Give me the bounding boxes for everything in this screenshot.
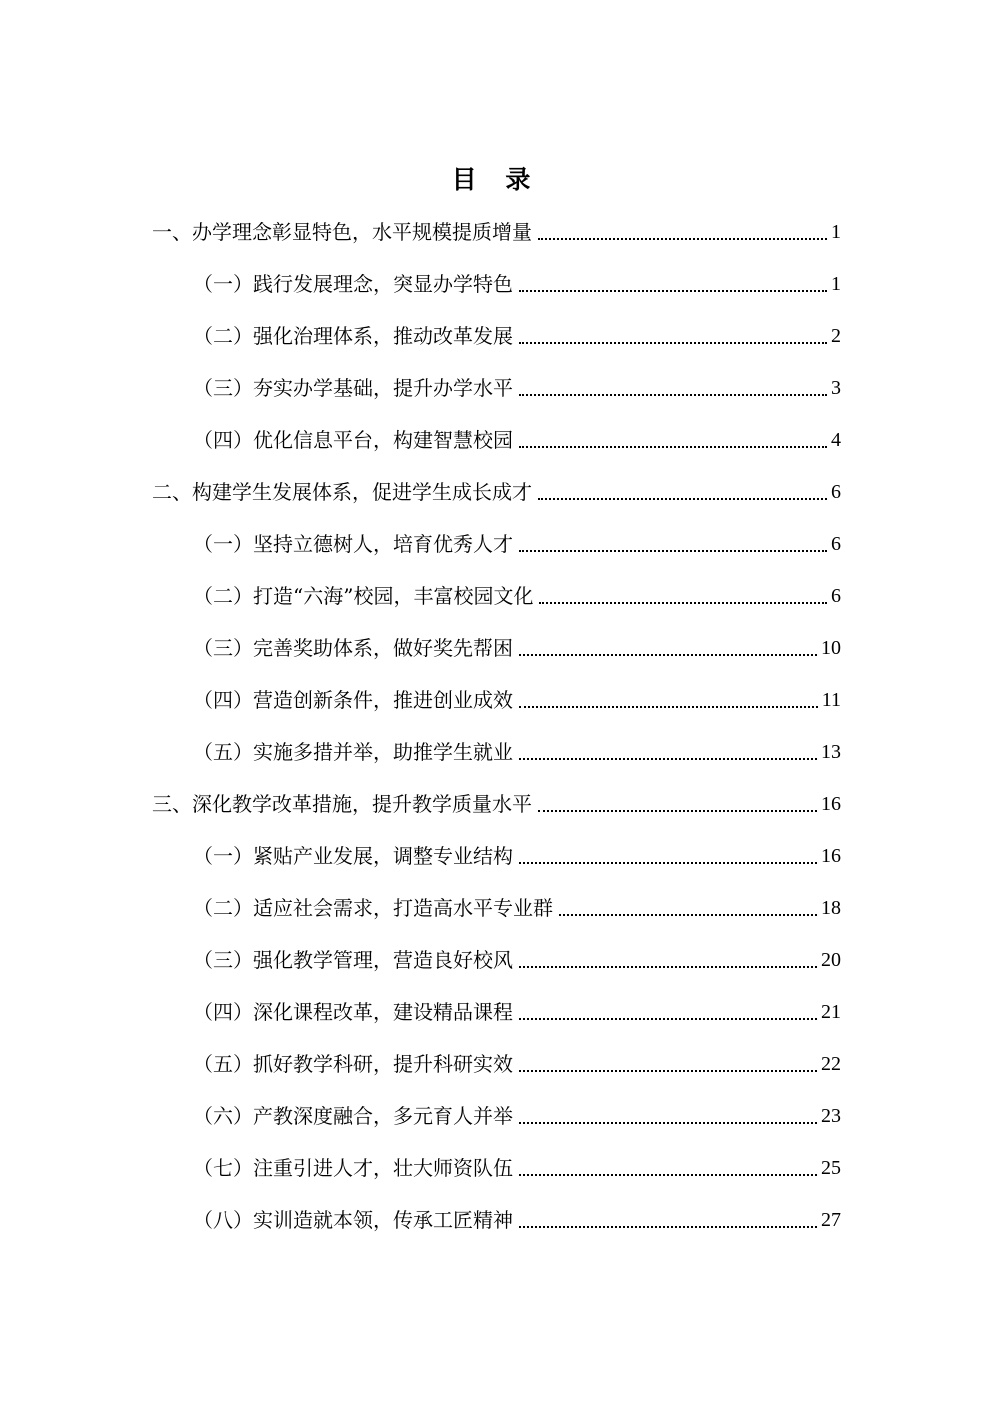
toc-page-number: 10 xyxy=(821,637,841,659)
toc-subsection-entry[interactable] xyxy=(193,1194,841,1246)
toc-dot-leader xyxy=(519,654,817,656)
toc-entry-label: （一）践行发展理念，突显办学特色 xyxy=(193,272,513,296)
toc-page-number: 2 xyxy=(831,325,841,347)
toc-dot-leader xyxy=(538,238,827,240)
toc-page-number: 16 xyxy=(821,793,841,815)
toc-dot-leader xyxy=(519,966,817,968)
toc-subsection-entry[interactable] xyxy=(193,362,841,414)
toc-subsection-entry[interactable] xyxy=(193,570,841,622)
toc-subsection-entry[interactable] xyxy=(193,622,841,674)
toc-dot-leader xyxy=(519,1070,817,1072)
toc-page-number: 6 xyxy=(831,585,841,607)
toc-entry-label: （三）夯实办学基础，提升办学水平 xyxy=(193,376,513,400)
toc-entry-label: （五）实施多措并举，助推学生就业 xyxy=(193,740,513,764)
toc-subsection-entry[interactable] xyxy=(193,1090,841,1142)
toc-subsection-entry[interactable] xyxy=(193,882,841,934)
toc-dot-leader xyxy=(538,498,827,500)
toc-page-number: 20 xyxy=(821,949,841,971)
toc-dot-leader xyxy=(519,550,827,552)
toc-page-number: 1 xyxy=(831,273,841,295)
toc-dot-leader xyxy=(519,862,817,864)
toc-subsection-entry[interactable] xyxy=(193,518,841,570)
toc-dot-leader xyxy=(519,290,827,292)
toc-entry-label: 三、深化教学改革措施，提升教学质量水平 xyxy=(152,792,532,816)
toc-section-entry[interactable] xyxy=(152,206,841,258)
toc-entry-label: （二）打造“六海”校园，丰富校园文化 xyxy=(193,584,534,608)
toc-page-number: 4 xyxy=(831,429,841,451)
toc-page-number: 21 xyxy=(821,1001,841,1023)
toc-page-number: 3 xyxy=(831,377,841,399)
toc-subsection-entry[interactable] xyxy=(193,986,841,1038)
toc-page-number: 6 xyxy=(831,533,841,555)
toc-dot-leader xyxy=(538,810,817,812)
toc-subsection-entry[interactable] xyxy=(193,1142,841,1194)
toc-dot-leader xyxy=(519,1174,817,1176)
toc-entry-label: 一、办学理念彰显特色，水平规模提质增量 xyxy=(152,220,532,244)
toc-entry-label: （三）强化教学管理，营造良好校风 xyxy=(193,948,513,972)
toc-entry-label: （一）坚持立德树人，培育优秀人才 xyxy=(193,532,513,556)
toc-entry-label: （四）优化信息平台，构建智慧校园 xyxy=(193,428,513,452)
toc-title: 目 录 xyxy=(451,165,541,194)
toc-dot-leader xyxy=(519,446,827,448)
toc-dot-leader xyxy=(519,1122,817,1124)
toc-dot-leader xyxy=(519,1226,817,1228)
toc-page-number: 25 xyxy=(821,1157,841,1179)
toc-page-number: 13 xyxy=(821,741,841,763)
toc-entry-label: （三）完善奖助体系，做好奖先帮困 xyxy=(193,636,513,660)
toc-subsection-entry[interactable] xyxy=(193,674,841,726)
toc-entry-label: （七）注重引进人才，壮大师资队伍 xyxy=(193,1156,513,1180)
toc-subsection-entry[interactable] xyxy=(193,310,841,362)
toc-page-number: 1 xyxy=(831,221,841,243)
toc-subsection-entry[interactable] xyxy=(193,414,841,466)
toc-dot-leader xyxy=(519,342,827,344)
toc-entry-label: （八）实训造就本领，传承工匠精神 xyxy=(193,1208,513,1232)
toc-page-number: 22 xyxy=(821,1053,841,1075)
toc-section-entry[interactable] xyxy=(152,778,841,830)
toc-entry-label: （六）产教深度融合，多元育人并举 xyxy=(193,1104,513,1128)
toc-section-entry[interactable] xyxy=(152,466,841,518)
toc-subsection-entry[interactable] xyxy=(193,726,841,778)
toc-subsection-entry[interactable] xyxy=(193,1038,841,1090)
toc-entry-label: （四）营造创新条件，推进创业成效 xyxy=(193,688,513,712)
toc-entry-label: （一）紧贴产业发展，调整专业结构 xyxy=(193,844,513,868)
toc-page-number: 6 xyxy=(831,481,841,503)
toc-entry-label: （二）强化治理体系，推动改革发展 xyxy=(193,324,513,348)
toc-page-number: 18 xyxy=(821,897,841,919)
toc-dot-leader xyxy=(559,914,817,916)
toc-page-number: 11 xyxy=(821,689,841,711)
toc-subsection-entry[interactable] xyxy=(193,258,841,310)
toc-dot-leader xyxy=(519,706,818,708)
toc-page-number: 27 xyxy=(821,1209,841,1231)
toc-subsection-entry[interactable] xyxy=(193,934,841,986)
toc-entry-label: （四）深化课程改革，建设精品课程 xyxy=(193,1000,513,1024)
toc-entry-label: （五）抓好教学科研，提升科研实效 xyxy=(193,1052,513,1076)
toc-page-number: 23 xyxy=(821,1105,841,1127)
toc-page-number: 16 xyxy=(821,845,841,867)
toc-dot-leader xyxy=(519,1018,817,1020)
toc-entry-label: （二）适应社会需求，打造高水平专业群 xyxy=(193,896,553,920)
toc-dot-leader xyxy=(519,758,817,760)
toc-dot-leader xyxy=(519,394,827,396)
toc-entry-label: 二、构建学生发展体系，促进学生成长成才 xyxy=(152,480,532,504)
toc-dot-leader xyxy=(539,602,827,604)
toc-subsection-entry[interactable] xyxy=(193,830,841,882)
